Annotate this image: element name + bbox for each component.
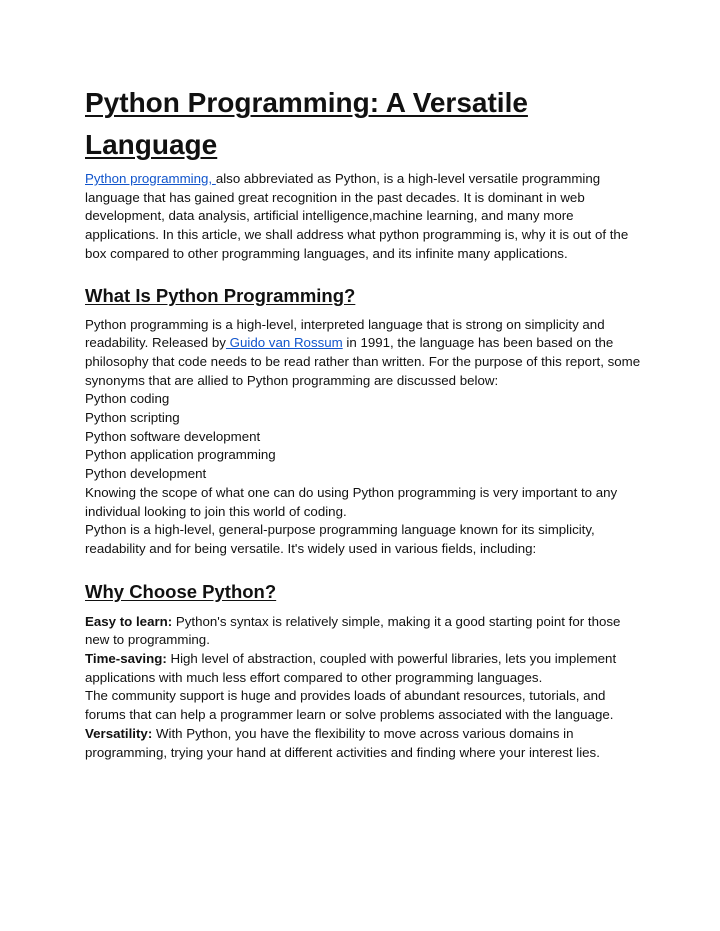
synonym-item: Python development: [85, 466, 207, 482]
versatility-paragraph: [85, 725, 645, 762]
intro-text: also abbreviated as Python, is a high-level versatile programming language that has gained great recognition in the past decades. It is dominant in web development, data analysis, artificial intelligence,machine learning, and many more applications. In this article, we shall address what python programming is, why it is out of the box compared to other programming languages, and its infinite many applications.: [85, 171, 629, 261]
guido-van-rossum-link[interactable]: Guido van Rossum: [225, 335, 343, 351]
section-heading-why-choose-python: Why Choose Python?: [85, 580, 277, 602]
synonym-item: Python software development: [85, 428, 261, 444]
synonym-item: Python scripting: [85, 410, 180, 426]
paragraph-text: With Python, you have the flexibility to move across various domains in programming, trying your hand at different activities and finding where your interest lies.: [85, 725, 600, 760]
community-paragraph: The community support is huge and provides loads of abundant resources, tutorials, and forums that can help a programmer learn or solve problems associated with the language.: [85, 688, 614, 723]
synonym-list: [85, 390, 645, 484]
python-programming-link[interactable]: Python programming,: [85, 171, 216, 186]
paragraph-text: High level of abstraction, coupled with powerful libraries, lets you implement applications with much less effort compared to other programming languages.: [85, 651, 617, 685]
paragraph-text: Python programming is a high-level, interpreted language that is strong on simplicity and readability. Released by: [85, 316, 605, 351]
general-purpose-paragraph: Python is a high-level, general-purpose programming language known for its simplicity, readability and for being versatile. It's widely used in various fields, including:: [85, 522, 595, 556]
synonym-item: Python application programming: [85, 447, 276, 463]
time-saving-label: Time-saving:: [85, 651, 167, 667]
synonym-item: Python coding: [85, 391, 170, 407]
what-is-python-paragraph: [85, 316, 645, 391]
paragraph-text: Python's syntax is relatively simple, making it a good starting point for those new to programming.: [85, 613, 621, 648]
document-page: [85, 82, 645, 762]
intro-paragraph: [85, 170, 645, 264]
section-heading-what-is-python: What Is Python Programming?: [85, 284, 356, 306]
page-title: Python Programming: A Versatile Language: [85, 87, 528, 160]
time-saving-paragraph: [85, 650, 645, 687]
easy-to-learn-paragraph: [85, 613, 645, 650]
easy-to-learn-label: Easy to learn:: [85, 613, 173, 629]
scope-paragraph: Knowing the scope of what one can do using Python programming is very important to any individual looking to join this world of coding.: [85, 484, 618, 519]
paragraph-text: in 1991, the language has been based on the philosophy that code needs to be read rather than written. For the purpose of this report, some synonyms that are allied to Python programming are discussed below:: [85, 335, 641, 388]
versatility-label: Versatility:: [85, 725, 153, 741]
